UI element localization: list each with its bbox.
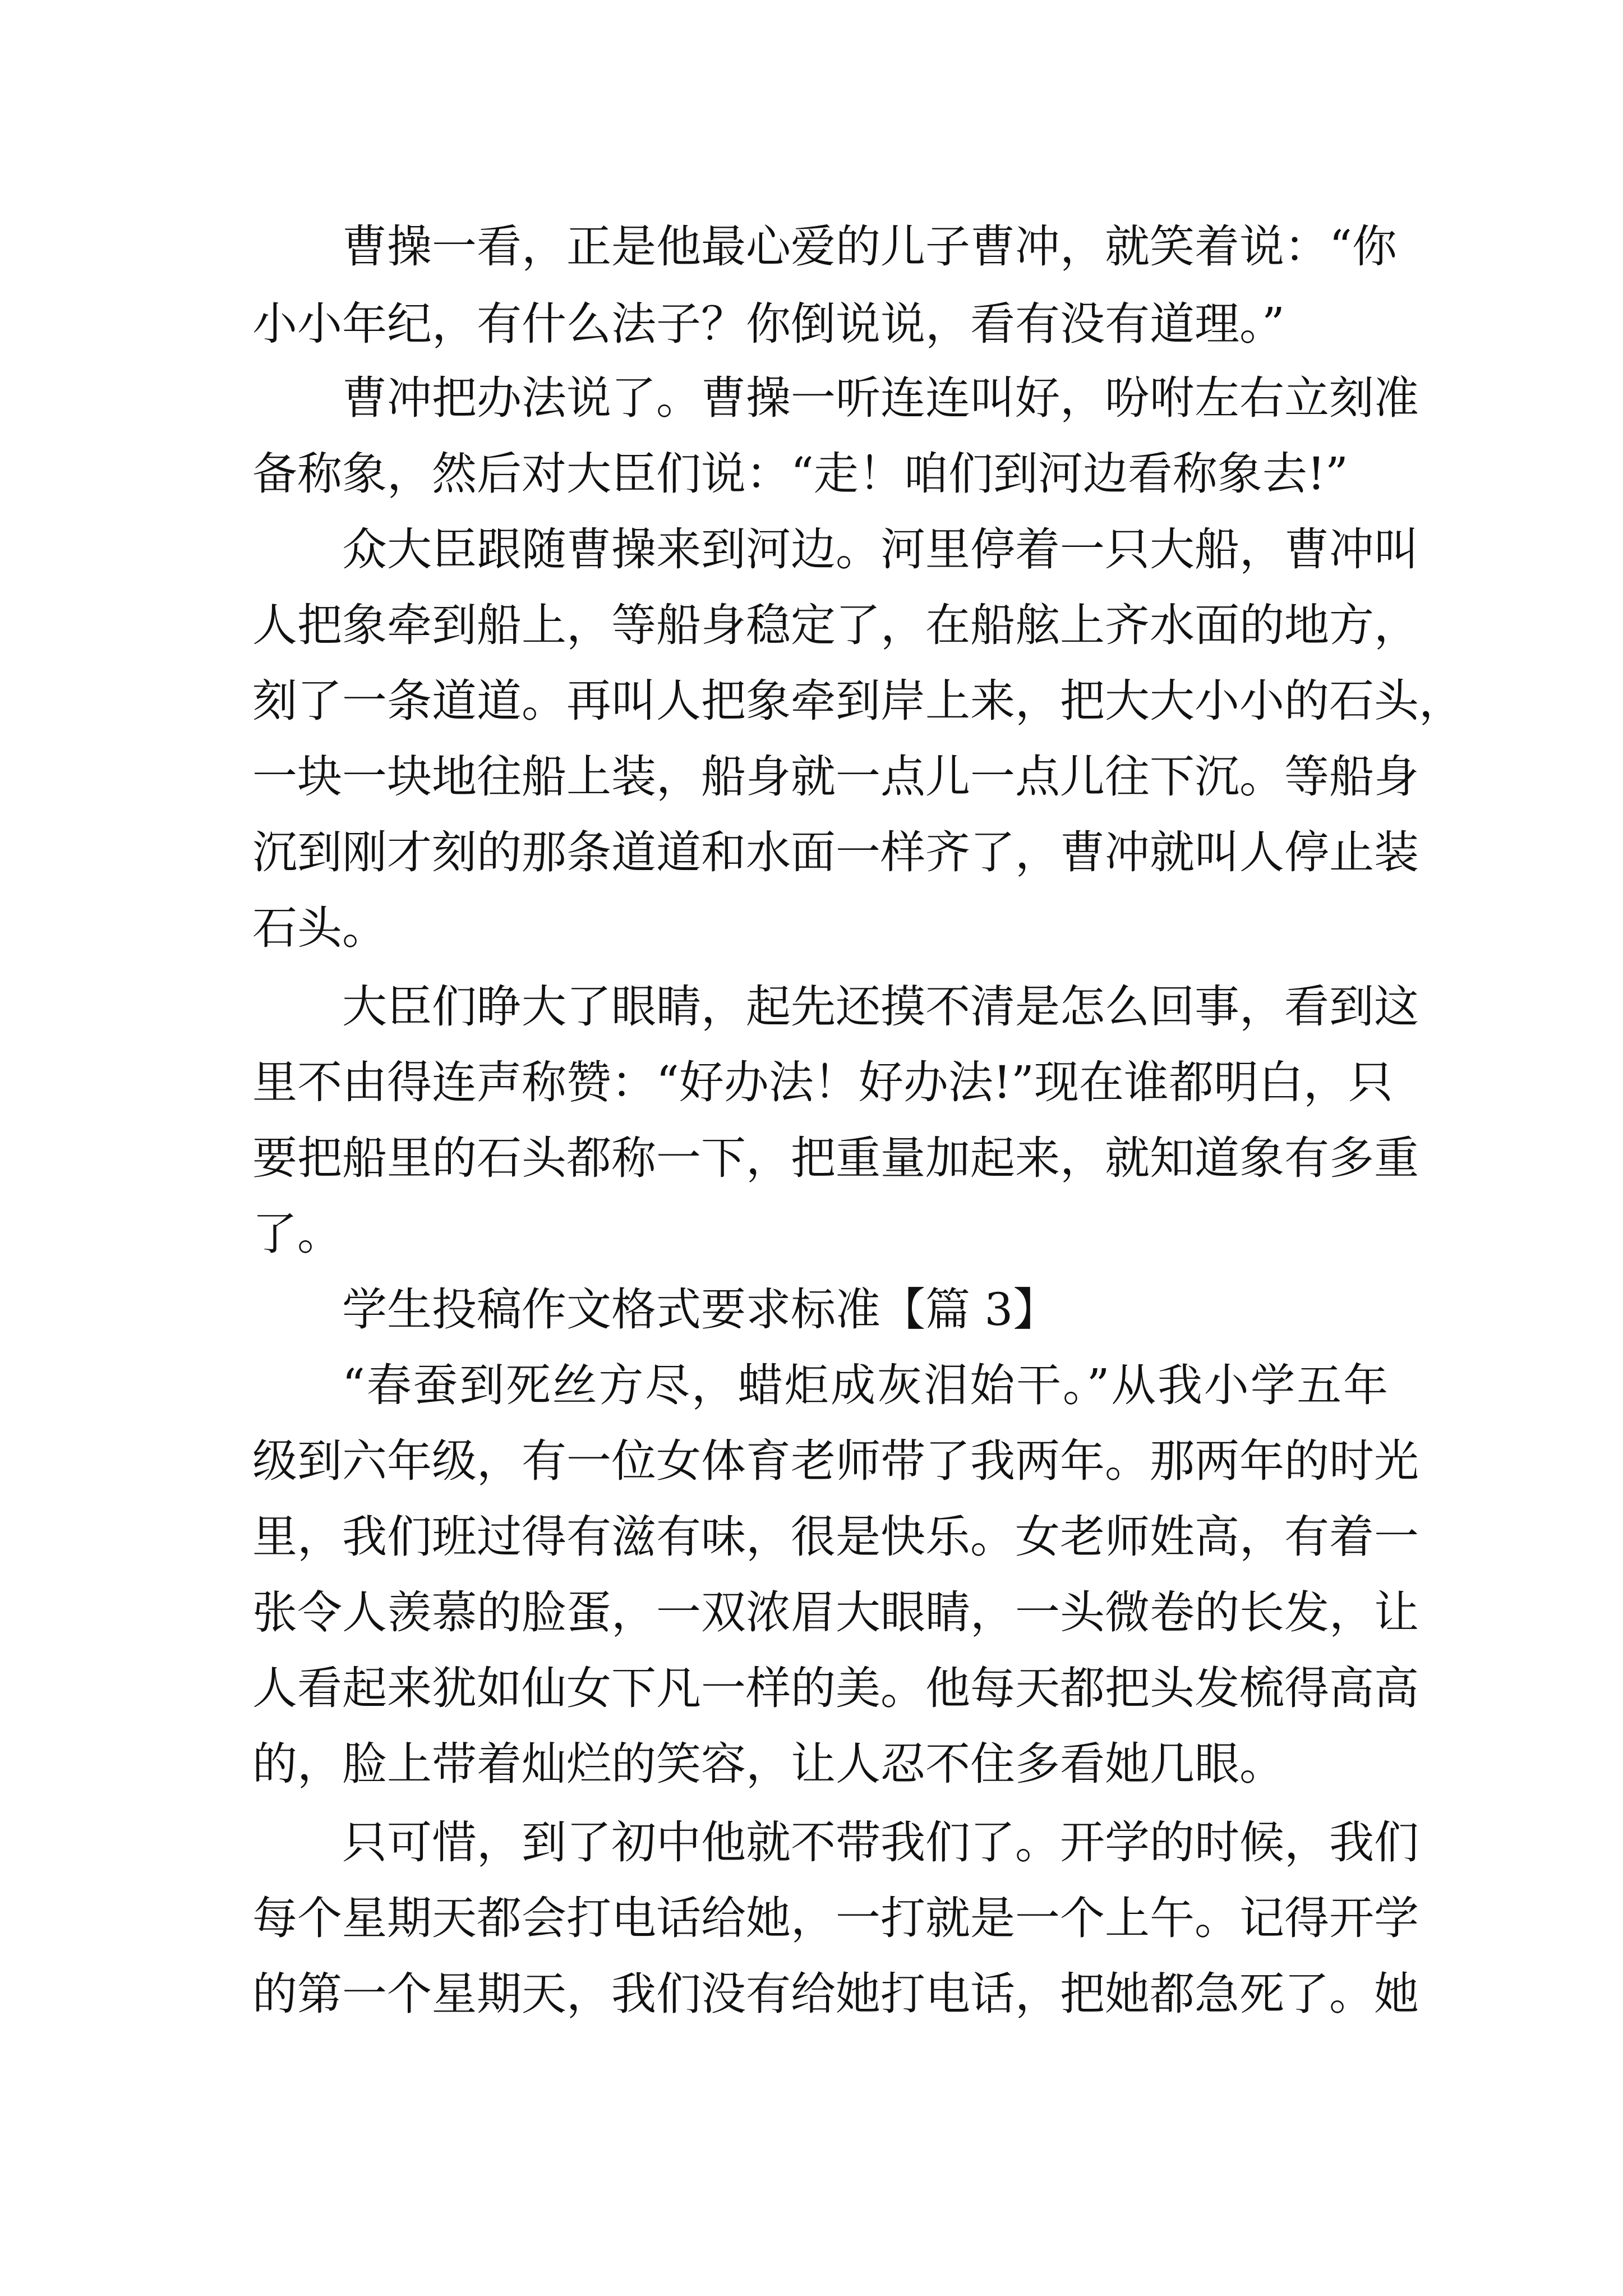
paragraph-line: 的第一个星期天，我们没有给她打电话，把她都急死了。她 [252,1968,1419,2020]
paragraph-line: 一块一块地往船上装，船身就一点儿一点儿往下沉。等船身 [252,751,1419,803]
paragraph-line: 的，脸上带着灿烂的笑容，让人忍不住多看她几眼。 [252,1738,1284,1790]
paragraph-line: 了。 [252,1208,342,1260]
paragraph-line: “春蚕到死丝方尽，蜡炬成灰泪始干。”从我小学五年 [342,1359,1388,1411]
paragraph-line: 只可惜，到了初中他就不带我们了。开学的时候，我们 [342,1816,1419,1869]
paragraph-line: 张令人羡慕的脸蛋，一双浓眉大眼睛，一头微卷的长发，让 [252,1586,1419,1639]
paragraph-line: 沉到刚才刻的那条道道和水面一样齐了，曹冲就叫人停止装 [252,826,1419,878]
paragraph-line: 小小年纪，有什么法子？你倒说说，看有没有道理。” [252,298,1285,350]
paragraph-line: 里不由得连声称赞：“好办法！好办法!”现在谁都明白，只 [252,1056,1393,1108]
paragraph-line: 备称象，然后对大臣们说：“走！咱们到河边看称象去!” [252,448,1348,500]
paragraph-line: 大臣们睁大了眼睛，起先还摸不清是怎么回事，看到这 [342,981,1419,1033]
paragraph-line: 人看起来犹如仙女下凡一样的美。他每天都把头发梳得高高 [252,1662,1419,1714]
paragraph-line: 要把船里的石头都称一下，把重量加起来，就知道象有多重 [252,1132,1419,1184]
paragraph-line: 级到六年级，有一位女体育老师带了我两年。那两年的时光 [252,1435,1419,1487]
paragraph-line: 每个星期天都会打电话给她，一打就是一个上午。记得开学 [252,1892,1419,1944]
section-heading: 学生投稿作文格式要求标准【篇 3】 [342,1283,1058,1336]
paragraph-line: 曹操一看，正是他最心爱的儿子曹冲，就笑着说：“你 [342,220,1397,273]
paragraph-line: 曹冲把办法说了。曹操一听连连叫好，吩咐左右立刻准 [342,372,1419,424]
paragraph-line: 众大臣跟随曹操来到河边。河里停着一只大船，曹冲叫 [342,523,1419,576]
paragraph-line: 石头。 [252,902,387,954]
paragraph-line: 刻了一条道道。再叫人把象牵到岸上来，把大大小小的石头， [252,675,1464,727]
paragraph-line: 人把象牵到船上，等船身稳定了，在船舷上齐水面的地方， [252,599,1419,651]
paragraph-line: 里，我们班过得有滋有味，很是快乐。女老师姓高，有着一 [252,1511,1419,1563]
